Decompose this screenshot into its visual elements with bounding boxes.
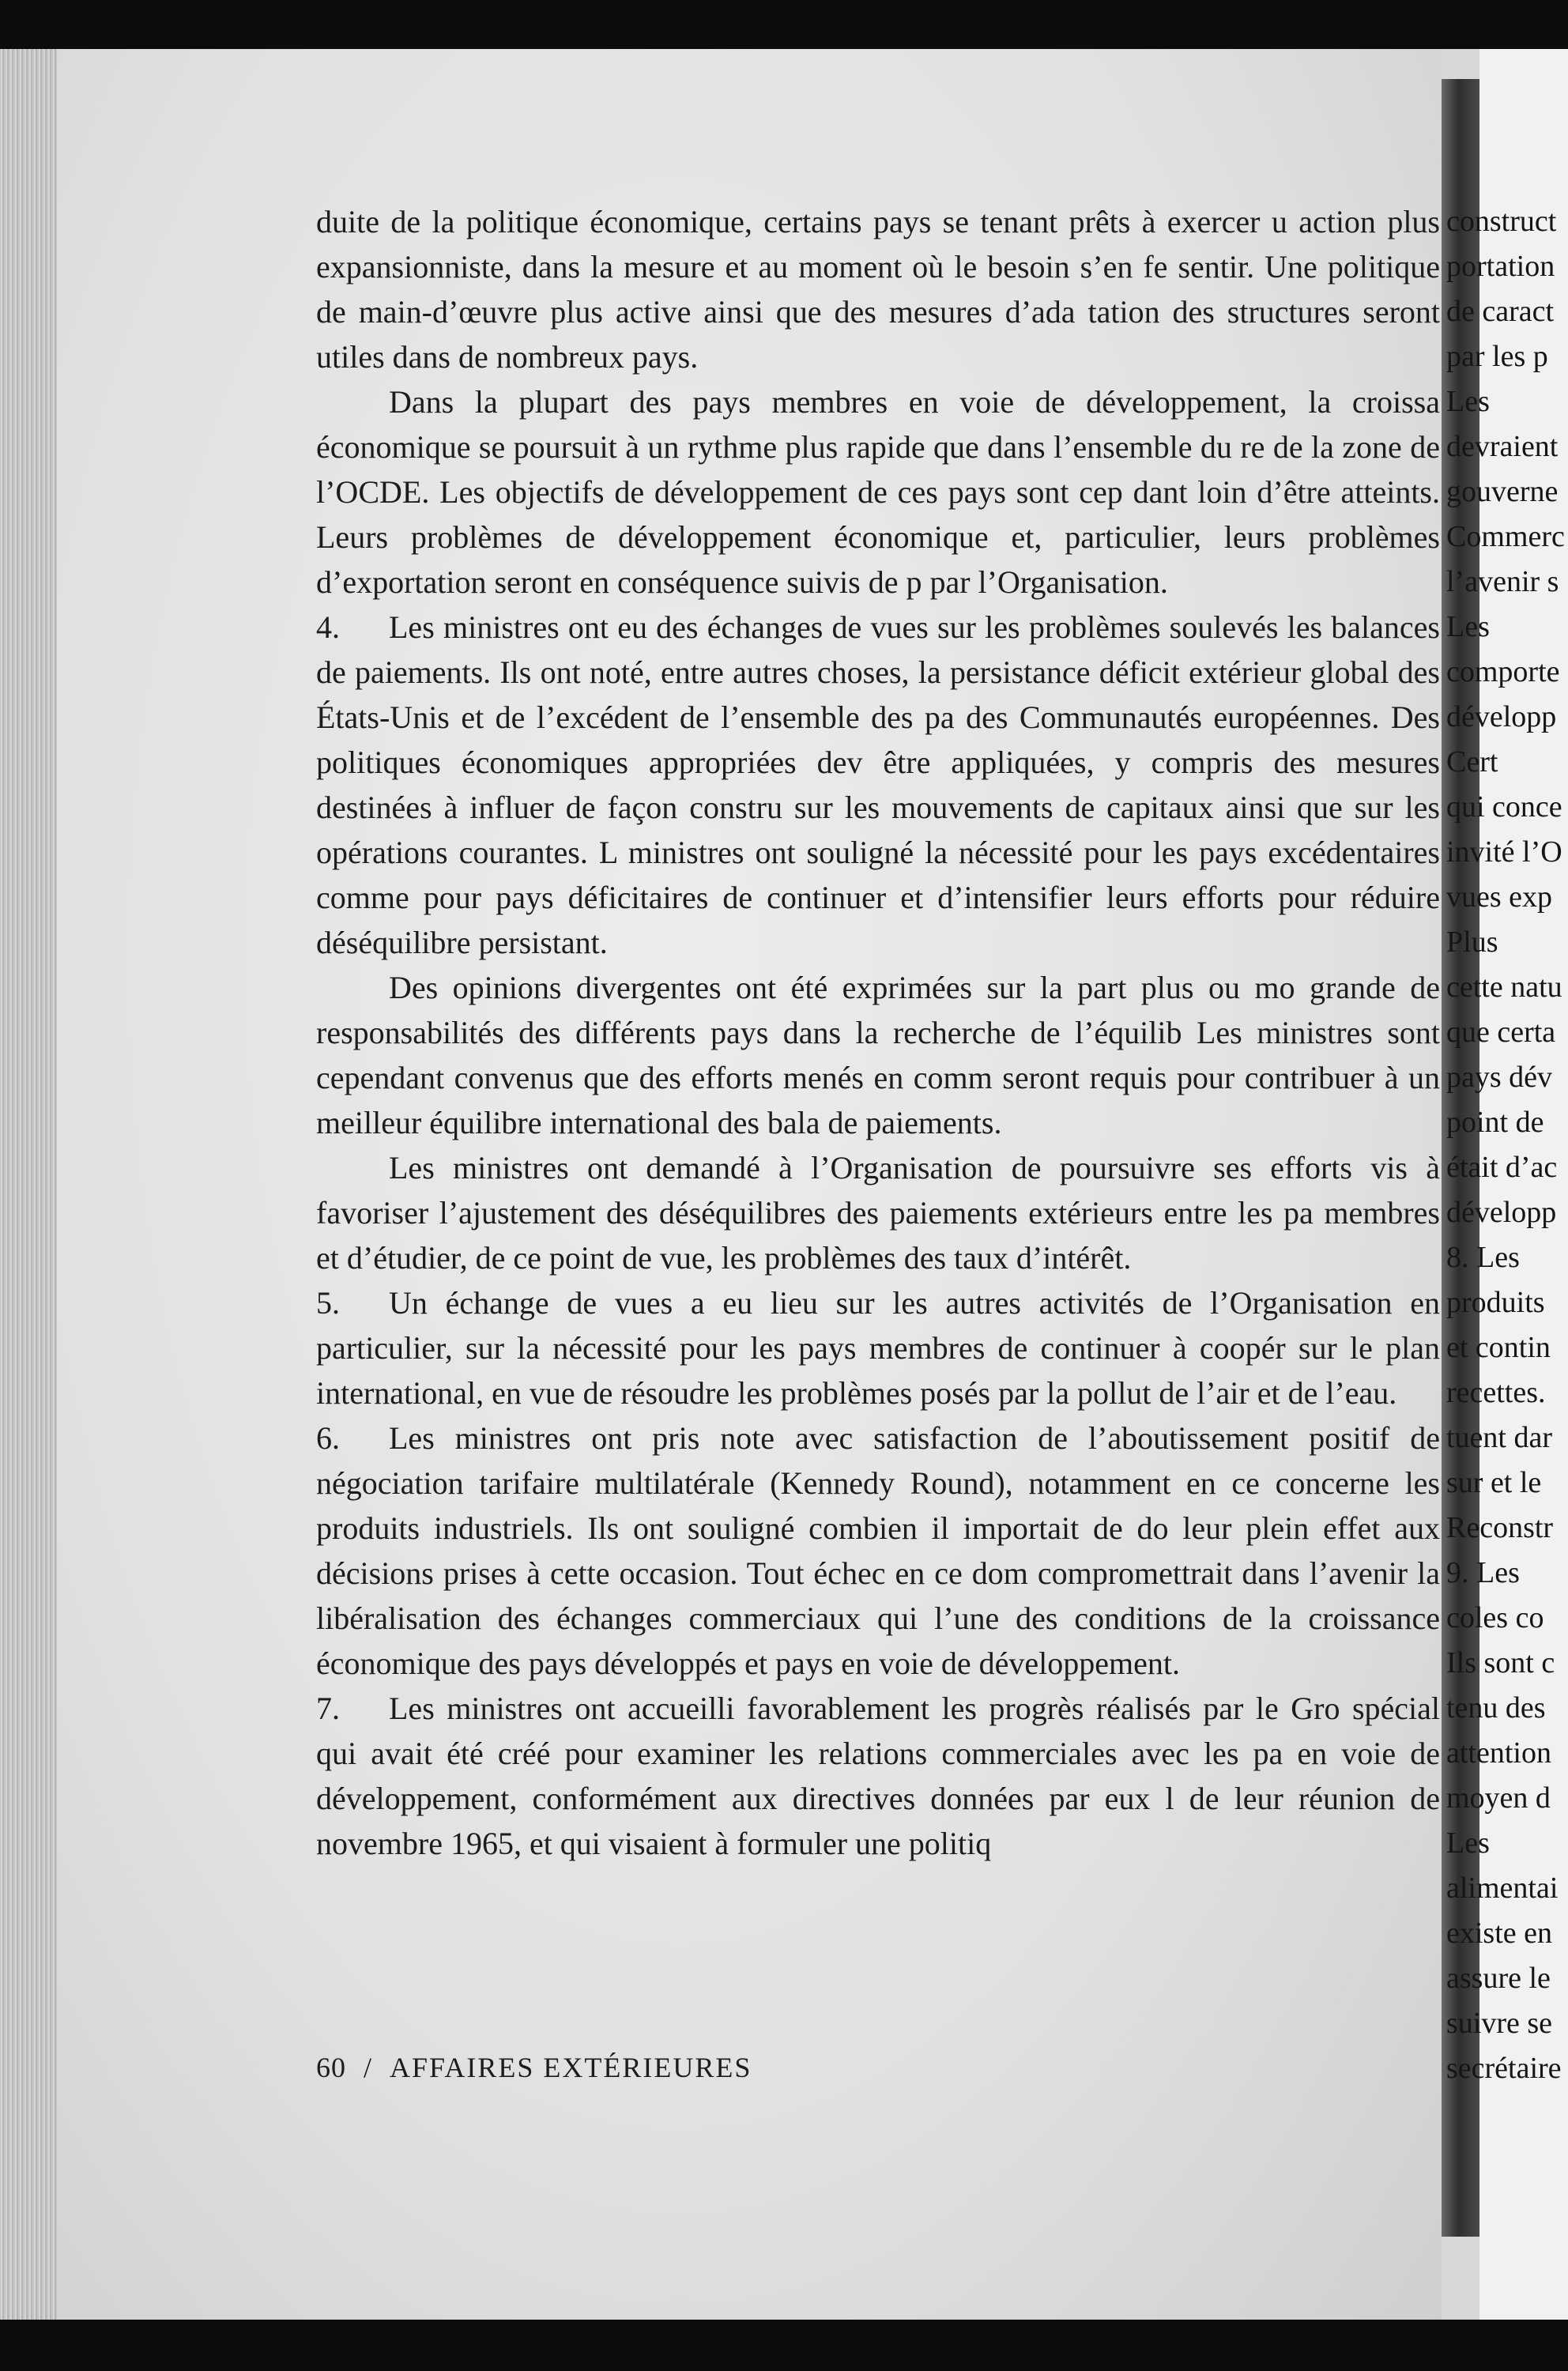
facing-page-line: Les [1446, 610, 1490, 643]
facing-page-line: vues exp [1446, 880, 1553, 914]
facing-page-line: moyen d [1446, 1781, 1551, 1815]
facing-page-line: point de [1446, 1106, 1544, 1139]
facing-page-line: attention [1446, 1736, 1551, 1770]
paragraph [316, 199, 1440, 379]
facing-page-line: gouverne [1446, 475, 1559, 508]
body-text [316, 199, 1440, 1866]
facing-page-line: coles co [1446, 1601, 1544, 1634]
facing-page-line: était d’ac [1446, 1151, 1558, 1184]
facing-page-line: Commerc [1446, 520, 1565, 553]
paragraph-number: 5. [316, 1285, 340, 1321]
paragraph-text: Les ministres ont eu des échanges de vues sur les problèmes soulevés les balances de paiements. Ils ont noté, entre autres choses, la persistance déficit extérieur global des États-Unis et de l’excédent de l’ensemble des pa des Communautés européennes. Des politiques économiques appropriées dev être appliquées, y compris des mesures destinées à influer de façon constru sur les mouvements de capitaux ainsi que sur les opérations courantes. L ministres ont souligné la nécessité pour les pays excédentaires comme pour pays déficitaires de continuer et d’intensifier leurs efforts pour réduire déséquilibre persistant. [316, 609, 1440, 960]
paragraph-number: 7. [316, 1691, 340, 1726]
facing-page-line: recettes. [1446, 1376, 1546, 1409]
paragraph [316, 1145, 1440, 1280]
facing-page-line: tenu des [1446, 1691, 1546, 1725]
facing-page-line: par les p [1446, 340, 1548, 373]
page-footer [316, 2051, 752, 2084]
facing-page-line: suivre se [1446, 2007, 1553, 2040]
scan-border-top [0, 0, 1568, 49]
paragraph-text: Un échange de vues a eu lieu sur les autres activités de l’Organisation en particulier, sur la nécessité pour les pays membres de continuer à coopér sur le plan international, en vue de résoudre les problèmes posés par la pollut de l’air et de l’eau. [316, 1285, 1440, 1411]
page-number: 60 [316, 2052, 346, 2083]
publication-title: AFFAIRES EXTÉRIEURES [390, 2052, 752, 2083]
facing-page-line: 9. Les [1446, 1556, 1520, 1589]
scan-border-bottom [0, 2320, 1568, 2371]
facing-page-line: Plus [1446, 925, 1498, 959]
facing-page-line: que certa [1446, 1016, 1556, 1049]
facing-page-line: comporte [1446, 655, 1560, 688]
facing-page-line: qui conce [1446, 790, 1562, 824]
paragraph [316, 379, 1440, 605]
paragraph-text: Dans la plupart des pays membres en voie de développement, la croissa économique se poursuit à un rythme plus rapide que dans l’ensemble du re de la zone de l’OCDE. Les objectifs de développement de ces pays sont cep dant loin d’être atteints. Leurs problèmes de développement économique et, particulier, leurs problèmes d’exportation seront en conséquence suivis de p par l’Organisation. [316, 384, 1440, 600]
facing-page-line: construct [1446, 205, 1557, 238]
facing-page-line: devraient [1446, 430, 1559, 463]
paragraph-text: duite de la politique économique, certains pays se tenant prêts à exercer u action plus expansionniste, dans la mesure et au moment où le besoin s’en fe sentir. Une politique de main-d’œuvre plus active ainsi que des mesures d’ada tation des structures seront utiles dans de nombreux pays. [316, 204, 1440, 375]
paragraph-text: Les ministres ont pris note avec satisfaction de l’aboutissement positif de négociation tarifaire multilatérale (Kennedy Round), notamment en ce concerne les produits industriels. Ils ont souligné combien il importait de do leur plein effet aux décisions prises à cette occasion. Tout échec en ce dom compromettrait dans l’avenir la libéralisation des échanges commerciaux qui l’une des conditions de la croissance économique des pays développés et pays en voie de développement. [316, 1420, 1440, 1681]
paragraph-number: 6. [316, 1420, 340, 1456]
facing-page-line: et contin [1446, 1331, 1551, 1364]
facing-page-line: tuent dar [1446, 1421, 1553, 1454]
paragraph-text: Des opinions divergentes ont été exprimées sur la part plus ou mo grande de responsabilités des différents pays dans la recherche de l’équilib Les ministres sont cependant convenus que des efforts menés en comm seront requis pour contribuer à un meilleur équilibre international des bala de paiements. [316, 970, 1440, 1140]
facing-page-line: pays dév [1446, 1061, 1553, 1094]
paragraph [316, 965, 1440, 1145]
facing-page-line: Ils sont c [1446, 1646, 1555, 1679]
paragraph [316, 1280, 1440, 1415]
facing-page-line: de caract [1446, 295, 1555, 328]
facing-page-line: produits [1446, 1286, 1545, 1319]
facing-page-line: Les [1446, 1826, 1490, 1860]
facing-page-line: développ [1446, 700, 1557, 733]
facing-page-line: 8. Les [1446, 1241, 1520, 1274]
facing-page-line: Les [1446, 385, 1490, 418]
facing-page-line: développ [1446, 1196, 1557, 1229]
facing-page-line: cette natu [1446, 971, 1562, 1004]
facing-page-line: existe en [1446, 1917, 1553, 1950]
paragraph [316, 1686, 1440, 1866]
paragraph [316, 1415, 1440, 1686]
paragraph-text: Les ministres ont accueilli favorablement les progrès réalisés par le Gro spécial qui avait été créé pour examiner les relations commerciales avec les pa en voie de développement, conformément aux directives données par eux l de leur réunion de novembre 1965, et qui visaient à formuler une politiq [316, 1691, 1440, 1861]
facing-page-line: Reconstr [1446, 1511, 1554, 1544]
facing-page-line: assure le [1446, 1962, 1551, 1995]
facing-page-line: invité l’O [1446, 835, 1562, 869]
paragraph [316, 605, 1440, 965]
footer-separator: / [364, 2052, 373, 2083]
facing-page-line: Cert [1446, 745, 1498, 778]
paragraph-number: 4. [316, 609, 340, 645]
facing-page-line: portation [1446, 250, 1555, 283]
facing-page-text [1446, 199, 1568, 2091]
facing-page-line: l’avenir s [1446, 565, 1559, 598]
paragraph-text: Les ministres ont demandé à l’Organisation de poursuivre ses efforts vis à favoriser l’ajustement des déséquilibres des paiements extérieurs entre les pa membres et d’étudier, de ce point de vue, les problèmes des taux d’intérêt. [316, 1150, 1440, 1276]
book-page-edges [0, 49, 57, 2320]
facing-page-line: alimentai [1446, 1872, 1559, 1905]
facing-page-line: secrétaire [1446, 2052, 1562, 2085]
facing-page-line: sur et le [1446, 1466, 1542, 1499]
